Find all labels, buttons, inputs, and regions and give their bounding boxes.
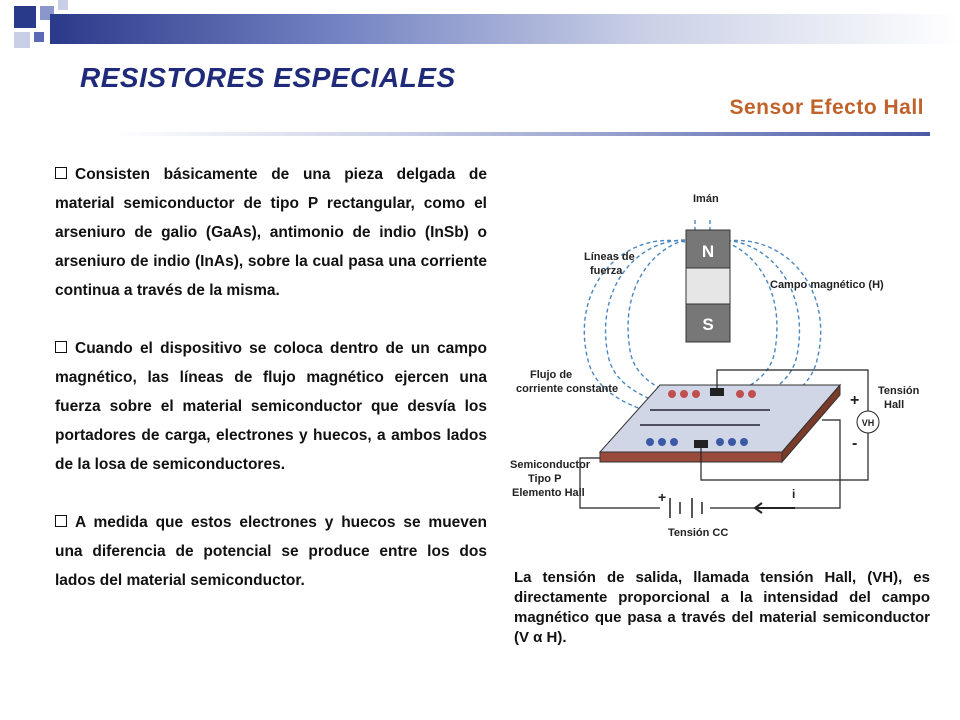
semi-label-3: Elemento Hall [512, 487, 585, 499]
iman-label: Imán [693, 193, 719, 205]
pole-n-label: N [701, 242, 715, 261]
lineas-label-2: fuerza [590, 265, 623, 277]
minus-label: - [852, 435, 858, 452]
hall-effect-diagram [500, 180, 930, 550]
magnet-body [686, 268, 730, 304]
lineas-label-1: Líneas de [584, 251, 635, 263]
corner-square-1 [14, 6, 36, 28]
corner-square-4 [14, 32, 30, 48]
battery-icon [670, 498, 702, 518]
hall-contact-bottom [694, 440, 708, 448]
flujo-label-1: Flujo de [530, 369, 573, 381]
page-title: RESISTORES ESPECIALES [80, 62, 456, 93]
hall-voltage-caption: La tensión de salida, llamada tensión Hall, (VH), es directamente proporcional a la intensidad del campo magnético que pasa a través del material semiconductor (V α H). [514, 569, 930, 646]
header-gradient-bar [50, 14, 960, 44]
checkbox-bullet-icon [55, 515, 67, 527]
semi-label-2: Tipo P [528, 473, 562, 485]
checkbox-bullet-icon [55, 167, 67, 179]
flujo-label-2: corriente constante [516, 383, 619, 395]
vh-label: VH [861, 418, 875, 428]
header-divider [115, 132, 930, 136]
bullet-item: Consisten básicamente de una pieza delgada de material semiconductor de tipo P rectangular, como el arseniuro de galio (GaAs), antimonio de indio (InSb) o arseniuro de indio (InAs), sobre la cual pasa una corriente continua a través de la misma. [55, 166, 487, 299]
tension-hall-label-2: Hall [884, 399, 905, 411]
current-arrow-icon [755, 503, 795, 513]
semiconductor-front [600, 452, 782, 462]
corner-square-3 [58, 0, 68, 10]
page-subtitle: Sensor Efecto Hall [729, 96, 924, 119]
current-label: i [792, 487, 796, 501]
plus-label: + [850, 392, 860, 409]
corner-square-5 [34, 32, 44, 42]
semi-label-1: Semiconductor [510, 459, 591, 471]
hall-contact-top [710, 388, 724, 396]
campo-label: Campo magnético (H) [770, 279, 884, 291]
battery-plus-label: + [658, 489, 667, 505]
checkbox-bullet-icon [55, 341, 67, 353]
pole-s-label: S [702, 315, 714, 334]
bullet-item: Cuando el dispositivo se coloca dentro de un campo magnético, las líneas de flujo magnético ejercen una fuerza sobre el material semiconductor que desvía los portadores de carga, electrones y huecos, a ambos lados de la losa de semiconductores. [55, 340, 487, 473]
tension-hall-label-1: Tensión [878, 385, 920, 397]
bullet-item: A medida que estos electrones y huecos se mueven una diferencia de potencial se produce entre los dos lados del material semiconductor. [55, 514, 487, 589]
tension-cc-label: Tensión CC [668, 527, 729, 539]
bullet-list [55, 160, 487, 624]
